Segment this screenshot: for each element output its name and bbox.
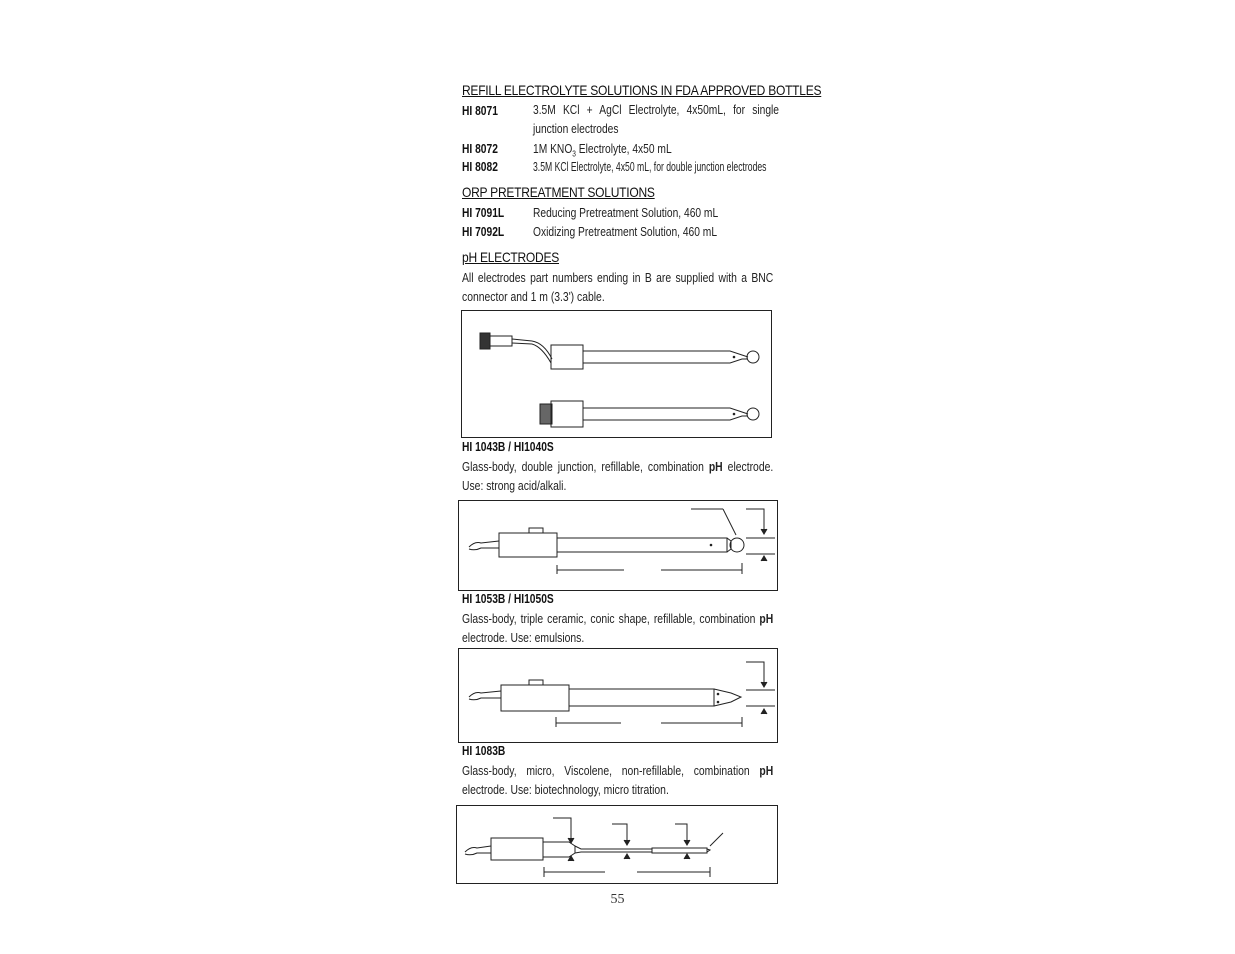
electrode-name-2: HI 1053B / HI1050S: [462, 592, 554, 606]
orp-code-2: HI 7092L: [462, 225, 505, 239]
refill-desc-2: 1M $KNO_3$ Electrolyte, 4x50 mL: [533, 142, 672, 159]
electrode-desc-1: Glass-body, double junction, refillable, combination pH electrode. Use: strong acid/alkali.: [462, 460, 774, 493]
refill-desc-1: 3.5M KCl + AgCl Electrolyte, 4x50mL, for single junction electrodes: [533, 103, 779, 136]
refill-code-1: HI 8071: [462, 104, 498, 118]
electrode-desc-2: Glass-body, triple ceramic, conic shape, refillable, combination pH electrode. Use: emulsions.: [462, 612, 774, 645]
electrode-figure-1: [461, 310, 772, 438]
electrode-figure-4: [456, 805, 778, 884]
orp-desc-2: Oxidizing Pretreatment Solution, 460 mL: [533, 225, 718, 239]
refill-code-3: HI 8082: [462, 160, 498, 174]
orp-heading: ORP PRETREATMENT SOLUTIONS: [462, 184, 655, 200]
orp-desc-1: Reducing Pretreatment Solution, 460 mL: [533, 206, 719, 220]
electrode-figure-3: [458, 648, 778, 743]
electrode-figure-2: [458, 500, 778, 591]
refill-heading: REFILL ELECTROLYTE SOLUTIONS IN FDA APPROVED BOTTLES: [462, 82, 822, 98]
electrode-name-3: HI 1083B: [462, 744, 506, 758]
ph-heading: pH ELECTRODES: [462, 249, 560, 265]
orp-code-1: HI 7091L: [462, 206, 505, 220]
refill-code-2: HI 8072: [462, 142, 498, 156]
ph-intro: All electrodes part numbers ending in B are supplied with a BNC connector and 1 m (3.3') cable.: [462, 271, 774, 304]
electrode-desc-3: Glass-body, micro, Viscolene, non-refillable, combination pH electrode. Use: biotechnology, micro titration.: [462, 764, 774, 797]
electrode-name-1: HI 1043B / HI1040S: [462, 440, 554, 454]
refill-desc-3: 3.5M KCl Electrolyte, 4x50 mL, for double junction electrodes: [533, 160, 767, 174]
page-number: 55: [610, 892, 625, 907]
